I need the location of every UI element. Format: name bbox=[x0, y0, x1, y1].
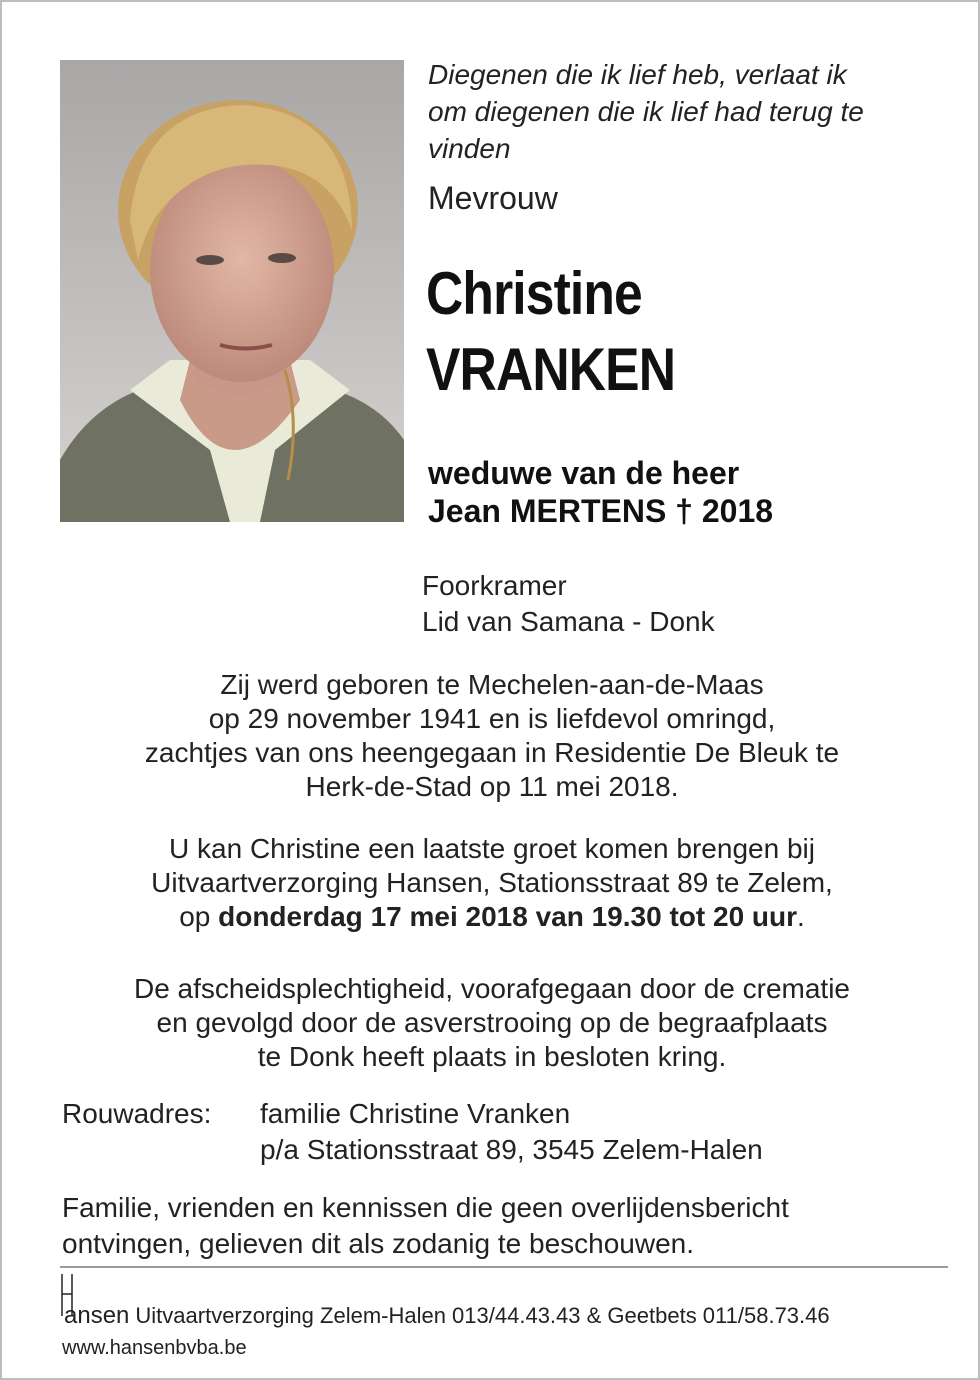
address-line: familie Christine Vranken bbox=[260, 1098, 571, 1129]
role-item: Foorkramer bbox=[422, 570, 567, 601]
paragraph-line: Zij werd geboren te Mechelen-aan-de-Maas bbox=[220, 669, 764, 700]
mourning-address-label: Rouwadres: bbox=[62, 1098, 212, 1129]
widow-of bbox=[428, 454, 773, 530]
mourning-address bbox=[260, 1096, 763, 1168]
paragraph-line: op 29 november 1941 en is liefdevol omringd, bbox=[208, 703, 776, 734]
salutation: Mevrouw bbox=[428, 180, 558, 216]
visitation-datetime: donderdag 17 mei 2018 van 19.30 tot 20 uur bbox=[218, 901, 798, 932]
birth-paragraph bbox=[42, 668, 942, 804]
visit-suffix: . bbox=[797, 901, 805, 932]
quote-line: om diegenen die ik lief had terug te bbox=[428, 96, 864, 127]
visitation-paragraph bbox=[42, 832, 942, 934]
footer-contact: Uitvaartverzorging Zelem-Halen 013/44.43.43 & Geetbets 011/58.73.46 bbox=[135, 1303, 830, 1328]
address-line: p/a Stationsstraat 89, 3545 Zelem-Halen bbox=[260, 1134, 763, 1165]
footer-divider bbox=[60, 1266, 948, 1268]
paragraph-line: Herk-de-Stad op 11 mei 2018. bbox=[305, 771, 679, 802]
widow-line: weduwe van de heer bbox=[428, 455, 740, 491]
quote-line: vinden bbox=[428, 133, 511, 164]
website-link[interactable]: www.hansenbvba.be bbox=[62, 1337, 247, 1359]
paragraph-line: te Donk heeft plaats in besloten kring. bbox=[257, 1041, 727, 1072]
paragraph-line bbox=[42, 900, 942, 934]
paragraph-line: zachtjes van ons heengegaan in Residentie De Bleuk te bbox=[144, 737, 840, 768]
role-item: Lid van Samana - Donk bbox=[422, 606, 715, 637]
portrait-photo bbox=[60, 60, 404, 522]
deceased-name bbox=[426, 256, 675, 408]
portrait-illustration bbox=[60, 60, 404, 522]
spouse-name: Jean MERTENS † 2018 bbox=[428, 493, 774, 529]
brand-name: ansen bbox=[64, 1302, 130, 1329]
visit-prefix: op bbox=[179, 901, 219, 932]
closing-line: ontvingen, gelieven dit als zodanig te beschouwen. bbox=[62, 1228, 694, 1259]
paragraph-line: Uitvaartverzorging Hansen, Stationsstraat 89 te Zelem, bbox=[151, 867, 833, 898]
closing-note bbox=[62, 1190, 922, 1262]
last-name: VRANKEN bbox=[426, 336, 676, 403]
roles-list bbox=[422, 568, 715, 640]
memorial-quote bbox=[428, 56, 948, 167]
first-name: Christine bbox=[426, 260, 642, 327]
paragraph-line: U kan Christine een laatste groet komen brengen bij bbox=[169, 833, 815, 864]
closing-line: Familie, vrienden en kennissen die geen overlijdensbericht bbox=[62, 1192, 789, 1223]
ceremony-paragraph bbox=[42, 972, 942, 1074]
paragraph-line: en gevolgd door de asverstrooing op de begraafplaats bbox=[156, 1007, 828, 1038]
funeral-home-footer bbox=[64, 1302, 830, 1330]
quote-line: Diegenen die ik lief heb, verlaat ik bbox=[428, 59, 847, 90]
paragraph-line: De afscheidsplechtigheid, voorafgegaan door de crematie bbox=[133, 973, 850, 1004]
